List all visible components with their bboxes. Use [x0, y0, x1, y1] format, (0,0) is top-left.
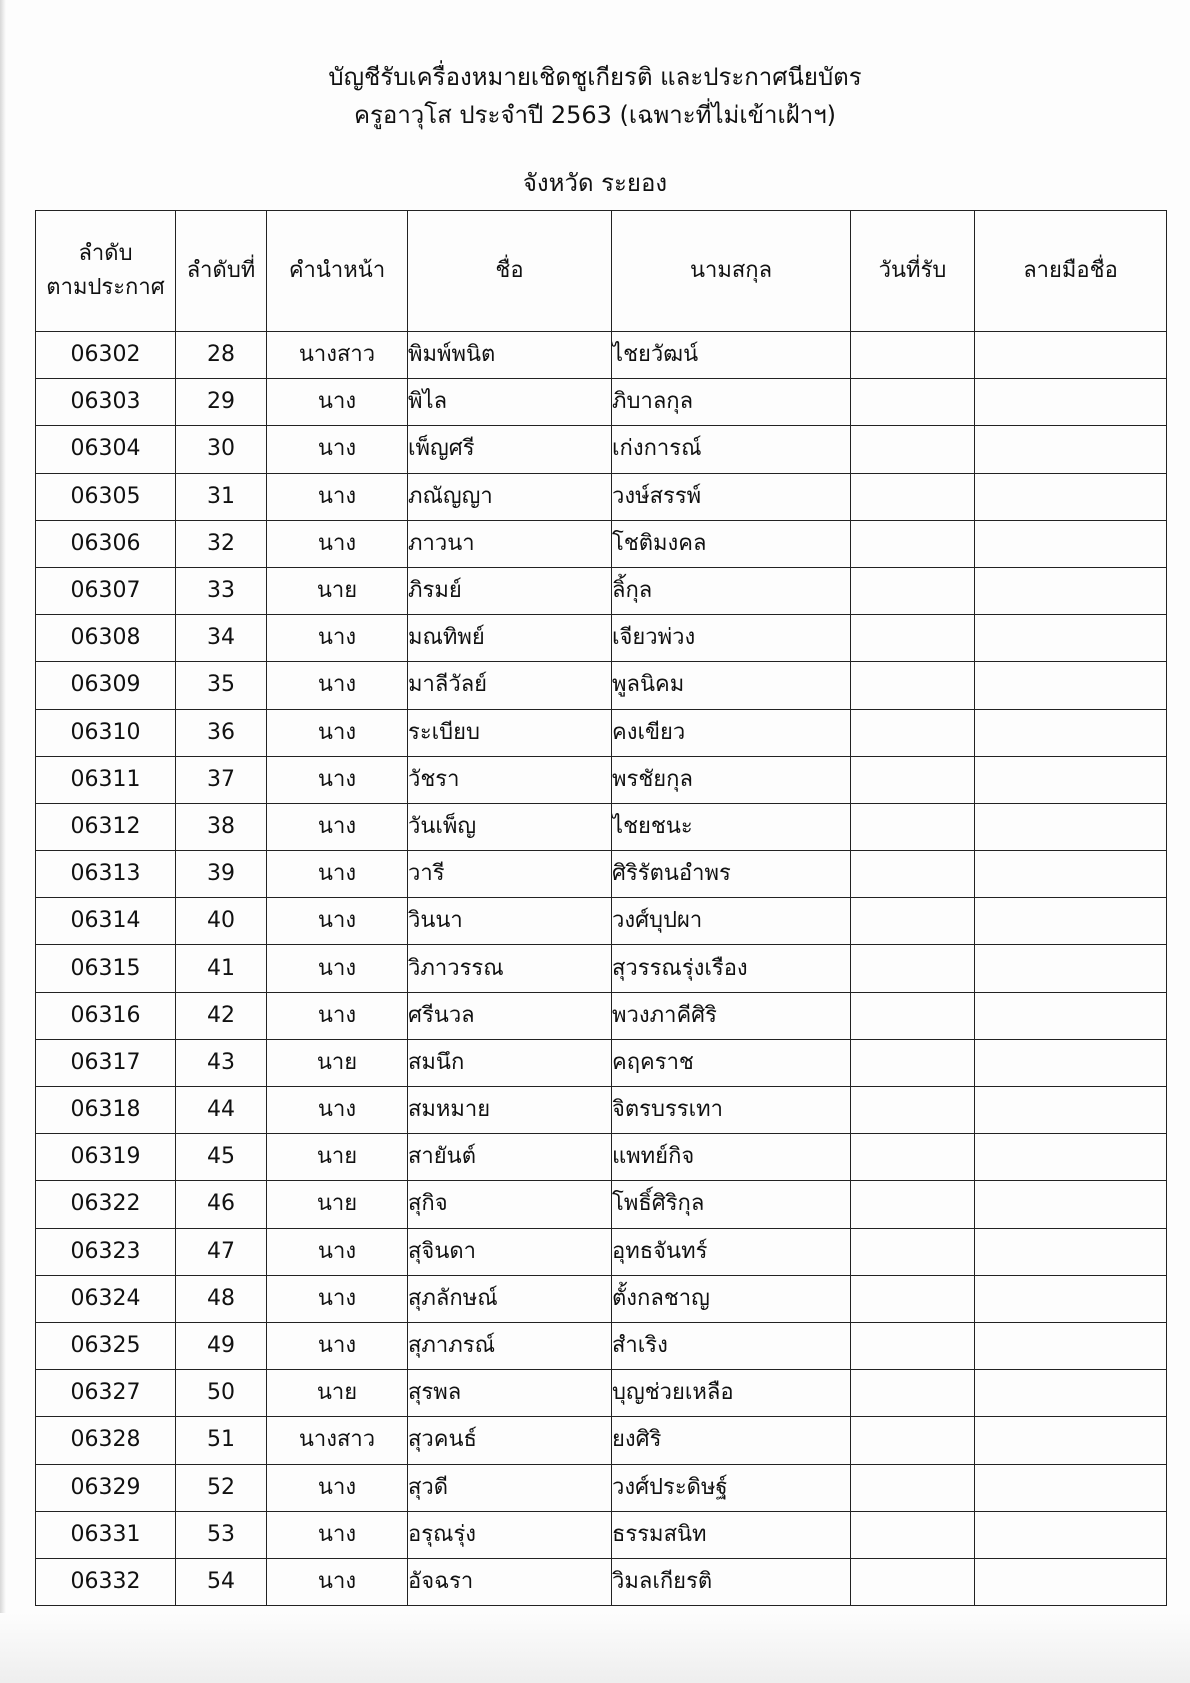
table-row — [36, 1511, 1167, 1558]
cell-last-name: ไชยวัฒน์ — [612, 332, 851, 379]
cell-number: 40 — [176, 898, 267, 945]
cell-prefix: นาง — [267, 662, 408, 709]
cell-first-name: วารี — [408, 851, 612, 898]
cell-received-date[interactable] — [851, 520, 975, 567]
cell-last-name: จิตรบรรเทา — [612, 1087, 851, 1134]
cell-first-name: เพ็ญศรี — [408, 426, 612, 473]
cell-last-name: ธรรมสนิท — [612, 1511, 851, 1558]
cell-announcement-order: 06302 — [36, 332, 176, 379]
cell-number: 43 — [176, 1039, 267, 1086]
cell-prefix: นาง — [267, 851, 408, 898]
table-row — [36, 803, 1167, 850]
cell-signature[interactable] — [975, 1558, 1167, 1605]
cell-number: 28 — [176, 332, 267, 379]
cell-announcement-order: 06316 — [36, 992, 176, 1039]
cell-signature[interactable] — [975, 1417, 1167, 1464]
cell-announcement-order: 06328 — [36, 1417, 176, 1464]
cell-announcement-order: 06325 — [36, 1322, 176, 1369]
cell-first-name: ภณัญญา — [408, 473, 612, 520]
column-header-order-line1: ลำดับ — [78, 241, 133, 266]
cell-announcement-order: 06306 — [36, 520, 176, 567]
cell-received-date[interactable] — [851, 992, 975, 1039]
cell-last-name: ยงศิริ — [612, 1417, 851, 1464]
cell-last-name: ภิบาลกุล — [612, 379, 851, 426]
cell-signature[interactable] — [975, 992, 1167, 1039]
table-row — [36, 615, 1167, 662]
column-header-announcement-order — [36, 211, 176, 332]
table-row — [36, 1087, 1167, 1134]
cell-received-date[interactable] — [851, 567, 975, 614]
cell-prefix: นาง — [267, 1275, 408, 1322]
cell-first-name: วิภาวรรณ — [408, 945, 612, 992]
cell-received-date[interactable] — [851, 379, 975, 426]
cell-prefix: นาย — [267, 1039, 408, 1086]
cell-announcement-order: 06305 — [36, 473, 176, 520]
cell-received-date[interactable] — [851, 662, 975, 709]
cell-prefix: นาง — [267, 1087, 408, 1134]
cell-last-name: วงศ์ประดิษฐ์ — [612, 1464, 851, 1511]
cell-announcement-order: 06314 — [36, 898, 176, 945]
cell-received-date[interactable] — [851, 1134, 975, 1181]
cell-first-name: สุวคนธ์ — [408, 1417, 612, 1464]
column-header-signature: ลายมือชื่อ — [975, 211, 1167, 332]
cell-announcement-order: 06313 — [36, 851, 176, 898]
cell-last-name: คฤคราช — [612, 1039, 851, 1086]
cell-announcement-order: 06303 — [36, 379, 176, 426]
cell-prefix: นาง — [267, 1558, 408, 1605]
cell-prefix: นาย — [267, 1181, 408, 1228]
cell-received-date[interactable] — [851, 851, 975, 898]
table-row — [36, 379, 1167, 426]
table-row — [36, 1228, 1167, 1275]
cell-first-name: สุภาภรณ์ — [408, 1322, 612, 1369]
table-row — [36, 1322, 1167, 1369]
cell-number: 33 — [176, 567, 267, 614]
cell-last-name: ไชยชนะ — [612, 803, 851, 850]
cell-number: 50 — [176, 1370, 267, 1417]
cell-last-name: วิมลเกียรติ — [612, 1558, 851, 1605]
cell-signature[interactable] — [975, 756, 1167, 803]
cell-announcement-order: 06324 — [36, 1275, 176, 1322]
cell-received-date[interactable] — [851, 615, 975, 662]
document-title-line2: ครูอาวุโส ประจำปี 2563 (เฉพาะที่ไม่เข้าเฝ้าฯ) — [353, 101, 837, 129]
cell-first-name: สมนึก — [408, 1039, 612, 1086]
cell-last-name: แพทย์กิจ — [612, 1134, 851, 1181]
cell-first-name: ระเบียบ — [408, 709, 612, 756]
cell-signature[interactable] — [975, 1087, 1167, 1134]
cell-prefix: นาง — [267, 898, 408, 945]
cell-prefix: นาง — [267, 1228, 408, 1275]
cell-first-name: สุกิจ — [408, 1181, 612, 1228]
cell-received-date[interactable] — [851, 1322, 975, 1369]
cell-prefix: นาง — [267, 520, 408, 567]
cell-first-name: สมหมาย — [408, 1087, 612, 1134]
cell-number: 47 — [176, 1228, 267, 1275]
cell-signature[interactable] — [975, 1228, 1167, 1275]
cell-received-date[interactable] — [851, 1181, 975, 1228]
cell-received-date[interactable] — [851, 473, 975, 520]
cell-first-name: พิมพ์พนิต — [408, 332, 612, 379]
cell-announcement-order: 06317 — [36, 1039, 176, 1086]
cell-signature[interactable] — [975, 662, 1167, 709]
cell-number: 35 — [176, 662, 267, 709]
cell-number: 54 — [176, 1558, 267, 1605]
province-heading: จังหวัด ระยอง — [522, 169, 668, 197]
cell-number: 34 — [176, 615, 267, 662]
cell-received-date[interactable] — [851, 1558, 975, 1605]
cell-announcement-order: 06307 — [36, 567, 176, 614]
recipient-table — [35, 210, 1167, 1606]
cell-last-name: คงเขียว — [612, 709, 851, 756]
table-row — [36, 898, 1167, 945]
cell-number: 36 — [176, 709, 267, 756]
cell-received-date[interactable] — [851, 1370, 975, 1417]
cell-last-name: อุทธจันทร์ — [612, 1228, 851, 1275]
cell-last-name: สำเริง — [612, 1322, 851, 1369]
cell-first-name: วัชรา — [408, 756, 612, 803]
cell-announcement-order: 06331 — [36, 1511, 176, 1558]
cell-signature[interactable] — [975, 520, 1167, 567]
cell-first-name: อรุณรุ่ง — [408, 1511, 612, 1558]
cell-first-name: สุภลักษณ์ — [408, 1275, 612, 1322]
cell-prefix: นาย — [267, 1134, 408, 1181]
cell-signature[interactable] — [975, 1181, 1167, 1228]
cell-number: 37 — [176, 756, 267, 803]
cell-announcement-order: 06311 — [36, 756, 176, 803]
cell-first-name: มาลีวัลย์ — [408, 662, 612, 709]
cell-prefix: นาง — [267, 379, 408, 426]
column-header-received-date: วันที่รับ — [851, 211, 975, 332]
table-body — [36, 332, 1167, 1606]
cell-received-date[interactable] — [851, 1464, 975, 1511]
cell-signature[interactable] — [975, 473, 1167, 520]
cell-received-date[interactable] — [851, 709, 975, 756]
cell-last-name: พรชัยกุล — [612, 756, 851, 803]
cell-announcement-order: 06308 — [36, 615, 176, 662]
cell-signature[interactable] — [975, 851, 1167, 898]
table-row — [36, 851, 1167, 898]
cell-number: 53 — [176, 1511, 267, 1558]
cell-signature[interactable] — [975, 1275, 1167, 1322]
table-row — [36, 992, 1167, 1039]
column-header-last-name: นามสกุล — [612, 211, 851, 332]
cell-last-name: บุญช่วยเหลือ — [612, 1370, 851, 1417]
cell-signature[interactable] — [975, 1039, 1167, 1086]
cell-announcement-order: 06332 — [36, 1558, 176, 1605]
cell-first-name: สุวดี — [408, 1464, 612, 1511]
table-row — [36, 1039, 1167, 1086]
cell-prefix: นาง — [267, 803, 408, 850]
column-header-first-name: ชื่อ — [408, 211, 612, 332]
scan-bottom-shadow — [0, 1613, 1190, 1683]
cell-received-date[interactable] — [851, 898, 975, 945]
cell-first-name: วินนา — [408, 898, 612, 945]
cell-received-date[interactable] — [851, 803, 975, 850]
table-row — [36, 1464, 1167, 1511]
cell-number: 46 — [176, 1181, 267, 1228]
table-row — [36, 332, 1167, 379]
cell-announcement-order: 06322 — [36, 1181, 176, 1228]
cell-prefix: นาง — [267, 1511, 408, 1558]
cell-last-name: ลิ้กุล — [612, 567, 851, 614]
cell-announcement-order: 06304 — [36, 426, 176, 473]
table-header-row — [36, 211, 1167, 332]
cell-number: 45 — [176, 1134, 267, 1181]
cell-prefix: นางสาว — [267, 332, 408, 379]
table-row — [36, 662, 1167, 709]
cell-prefix: นาง — [267, 992, 408, 1039]
cell-received-date[interactable] — [851, 945, 975, 992]
cell-announcement-order: 06315 — [36, 945, 176, 992]
cell-prefix: นาง — [267, 756, 408, 803]
cell-signature[interactable] — [975, 1370, 1167, 1417]
table-row — [36, 1134, 1167, 1181]
cell-signature[interactable] — [975, 567, 1167, 614]
cell-number: 31 — [176, 473, 267, 520]
table-row — [36, 1181, 1167, 1228]
cell-prefix: นาย — [267, 1370, 408, 1417]
cell-first-name: สุรพล — [408, 1370, 612, 1417]
cell-prefix: นาง — [267, 426, 408, 473]
table-row — [36, 1558, 1167, 1605]
column-header-number: ลำดับที่ — [176, 211, 267, 332]
cell-number: 29 — [176, 379, 267, 426]
cell-announcement-order: 06309 — [36, 662, 176, 709]
scan-edge-shadow — [0, 0, 6, 1683]
cell-announcement-order: 06312 — [36, 803, 176, 850]
cell-last-name: เก่งการณ์ — [612, 426, 851, 473]
cell-signature[interactable] — [975, 332, 1167, 379]
cell-announcement-order: 06319 — [36, 1134, 176, 1181]
cell-last-name: ศิริรัตนอำพร — [612, 851, 851, 898]
cell-last-name: พวงภาคีศิริ — [612, 992, 851, 1039]
document-title-line1: บัญชีรับเครื่องหมายเชิดชูเกียรติ และประกาศนียบัตร — [328, 63, 862, 91]
cell-received-date[interactable] — [851, 1039, 975, 1086]
cell-announcement-order: 06323 — [36, 1228, 176, 1275]
cell-last-name: โพธิ์ศิริกุล — [612, 1181, 851, 1228]
cell-received-date[interactable] — [851, 1275, 975, 1322]
cell-signature[interactable] — [975, 898, 1167, 945]
column-header-prefix: คำนำหน้า — [267, 211, 408, 332]
cell-number: 48 — [176, 1275, 267, 1322]
cell-signature[interactable] — [975, 1134, 1167, 1181]
cell-number: 51 — [176, 1417, 267, 1464]
cell-signature[interactable] — [975, 615, 1167, 662]
cell-first-name: สุจินดา — [408, 1228, 612, 1275]
cell-prefix: นาง — [267, 709, 408, 756]
cell-signature[interactable] — [975, 1464, 1167, 1511]
cell-number: 42 — [176, 992, 267, 1039]
cell-number: 39 — [176, 851, 267, 898]
cell-announcement-order: 06318 — [36, 1087, 176, 1134]
cell-prefix: นาง — [267, 473, 408, 520]
cell-first-name: ภาวนา — [408, 520, 612, 567]
cell-received-date[interactable] — [851, 1228, 975, 1275]
cell-announcement-order: 06327 — [36, 1370, 176, 1417]
cell-first-name: อัจฉรา — [408, 1558, 612, 1605]
cell-prefix: นาง — [267, 1322, 408, 1369]
cell-last-name: สุวรรณรุ่งเรือง — [612, 945, 851, 992]
cell-prefix: นาง — [267, 615, 408, 662]
cell-signature[interactable] — [975, 426, 1167, 473]
cell-number: 44 — [176, 1087, 267, 1134]
table-row — [36, 473, 1167, 520]
table-row — [36, 426, 1167, 473]
table-row — [36, 709, 1167, 756]
table-row — [36, 1417, 1167, 1464]
cell-first-name: มณทิพย์ — [408, 615, 612, 662]
cell-received-date[interactable] — [851, 756, 975, 803]
cell-signature[interactable] — [975, 1511, 1167, 1558]
table-row — [36, 756, 1167, 803]
cell-last-name: วงศ์บุปผา — [612, 898, 851, 945]
cell-last-name: เจียวพ่วง — [612, 615, 851, 662]
cell-last-name: วงษ์สรรพ์ — [612, 473, 851, 520]
cell-received-date[interactable] — [851, 1087, 975, 1134]
cell-number: 41 — [176, 945, 267, 992]
cell-last-name: โชติมงคล — [612, 520, 851, 567]
cell-number: 49 — [176, 1322, 267, 1369]
cell-number: 32 — [176, 520, 267, 567]
cell-prefix: นาง — [267, 1464, 408, 1511]
cell-number: 52 — [176, 1464, 267, 1511]
table-row — [36, 567, 1167, 614]
cell-first-name: ศรีนวล — [408, 992, 612, 1039]
cell-number: 38 — [176, 803, 267, 850]
cell-received-date[interactable] — [851, 1417, 975, 1464]
cell-prefix: นาย — [267, 567, 408, 614]
cell-received-date[interactable] — [851, 332, 975, 379]
cell-announcement-order: 06329 — [36, 1464, 176, 1511]
column-header-order-line2: ตามประกาศ — [46, 275, 165, 300]
table-row — [36, 945, 1167, 992]
table-row — [36, 520, 1167, 567]
cell-number: 30 — [176, 426, 267, 473]
table-row — [36, 1370, 1167, 1417]
cell-received-date[interactable] — [851, 426, 975, 473]
cell-received-date[interactable] — [851, 1511, 975, 1558]
cell-first-name: ภิรมย์ — [408, 567, 612, 614]
cell-announcement-order: 06310 — [36, 709, 176, 756]
cell-last-name: พูลนิคม — [612, 662, 851, 709]
cell-signature[interactable] — [975, 1322, 1167, 1369]
cell-first-name: พิไล — [408, 379, 612, 426]
cell-signature[interactable] — [975, 803, 1167, 850]
cell-first-name: สายันต์ — [408, 1134, 612, 1181]
cell-signature[interactable] — [975, 709, 1167, 756]
cell-signature[interactable] — [975, 379, 1167, 426]
cell-first-name: วันเพ็ญ — [408, 803, 612, 850]
cell-last-name: ตั้งกลชาญ — [612, 1275, 851, 1322]
cell-prefix: นางสาว — [267, 1417, 408, 1464]
cell-signature[interactable] — [975, 945, 1167, 992]
table-row — [36, 1275, 1167, 1322]
cell-prefix: นาง — [267, 945, 408, 992]
